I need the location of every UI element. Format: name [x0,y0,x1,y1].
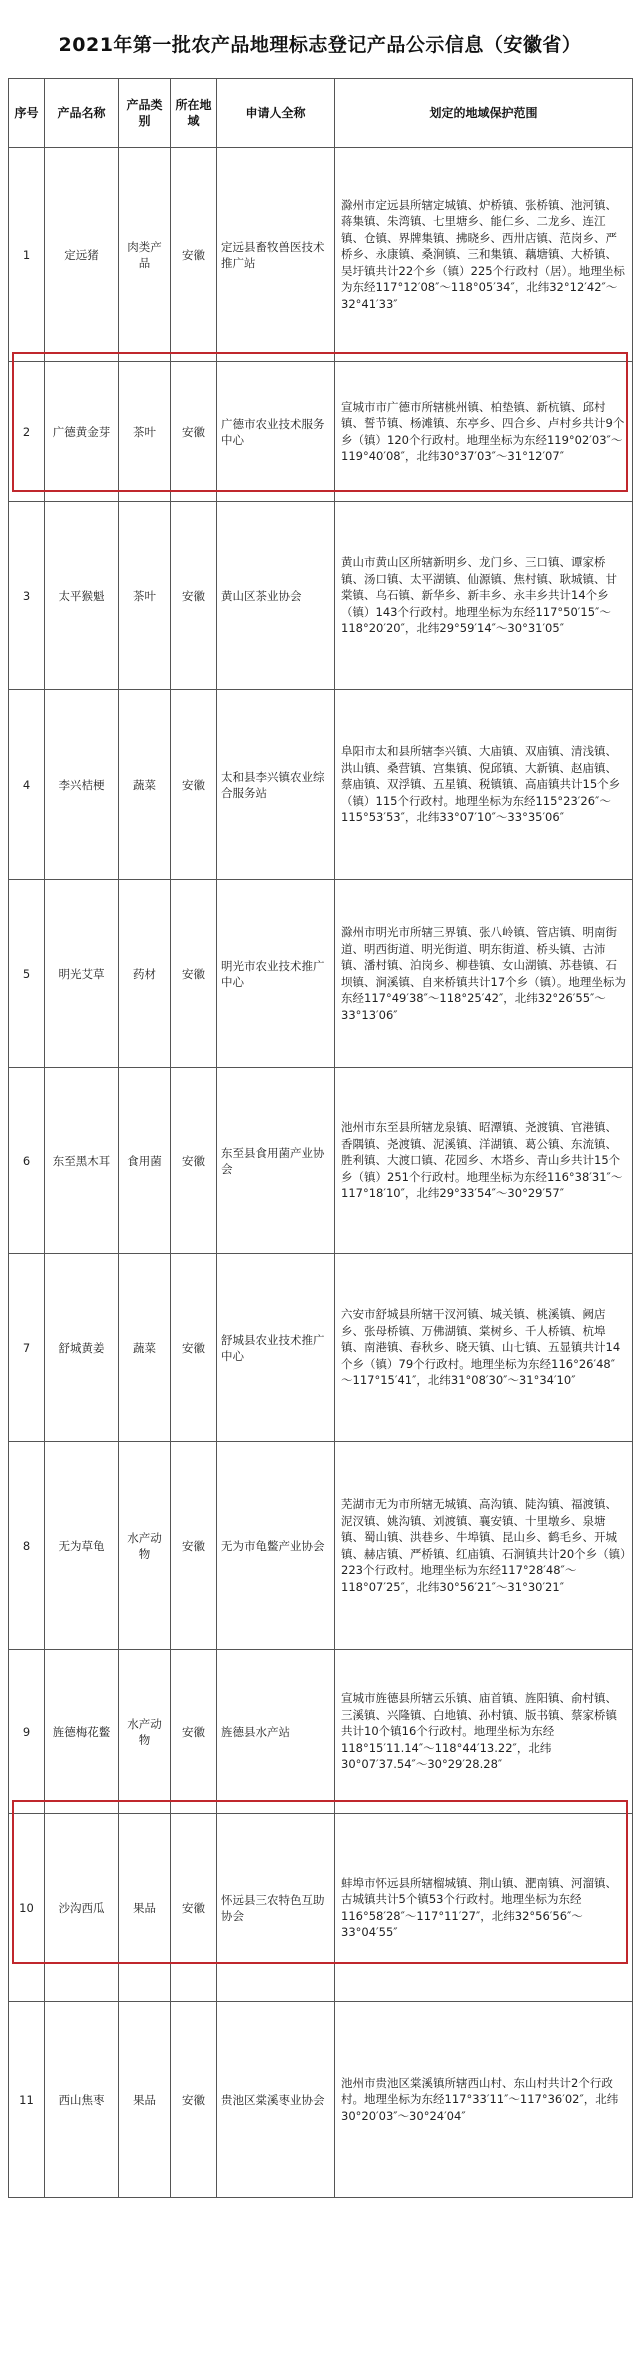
cell-applicant: 太和县李兴镇农业综合服务站 [217,690,335,880]
cell-scope: 黄山市黄山区所辖新明乡、龙门乡、三口镇、谭家桥镇、汤口镇、太平湖镇、仙源镇、焦村镇、耿城镇、甘棠镇、乌石镇、新华乡、新丰乡、永丰乡共计14个乡（镇）143个行政村。地理坐标为东经117°50′15″～118°20′20″，北纬29°59′14″～30°31′05″ [335,502,633,690]
cell-name: 定远猪 [45,148,119,362]
cell-scope: 蚌埠市怀远县所辖榴城镇、荆山镇、淝南镇、河溜镇、古城镇共计5个镇53个行政村。地理坐标为东经116°58′28″～117°11′27″，北纬32°56′56″～33°04′55″ [335,1814,633,2002]
cell-category: 肉类产品 [119,148,171,362]
cell-region: 安徽 [171,1814,217,2002]
table-row [9,690,633,880]
cell-applicant: 怀远县三农特色互助协会 [217,1814,335,2002]
cell-name: 太平猴魁 [45,502,119,690]
cell-no: 7 [9,1254,45,1442]
cell-applicant: 黄山区茶业协会 [217,502,335,690]
cell-no: 9 [9,1650,45,1814]
table-row [9,2002,633,2198]
cell-category: 药材 [119,880,171,1068]
page-title: 2021年第一批农产品地理标志登记产品公示信息（安徽省） [58,34,582,56]
registration-table [8,78,633,2198]
table-row [9,148,633,362]
table-row [9,1068,633,1254]
cell-no: 11 [9,2002,45,2198]
cell-applicant: 舒城县农业技术推广中心 [217,1254,335,1442]
header-name: 产品名称 [45,79,119,148]
cell-category: 食用菌 [119,1068,171,1254]
cell-name: 东至黑木耳 [45,1068,119,1254]
cell-region: 安徽 [171,690,217,880]
cell-region: 安徽 [171,362,217,502]
cell-scope: 池州市东至县所辖龙泉镇、昭潭镇、尧渡镇、官港镇、香隅镇、尧渡镇、泥溪镇、洋湖镇、葛公镇、东流镇、胜利镇、大渡口镇、花园乡、木塔乡、青山乡共计15个乡（镇）251个行政村。地理坐标为东经116°38′31″～117°18′10″，北纬29°33′54″～30°29′57″ [335,1068,633,1254]
cell-name: 李兴桔梗 [45,690,119,880]
cell-region: 安徽 [171,880,217,1068]
cell-name: 明光艾草 [45,880,119,1068]
table-row [9,1442,633,1650]
table-row [9,502,633,690]
cell-applicant: 明光市农业技术推广中心 [217,880,335,1068]
cell-scope: 阜阳市太和县所辖李兴镇、大庙镇、双庙镇、清浅镇、洪山镇、桑营镇、宫集镇、倪邱镇、大新镇、赵庙镇、蔡庙镇、双浮镇、五星镇、税镇镇、高庙镇共计15个乡（镇）115个行政村。地理坐标为东经115°23′26″～115°53′53″，北纬33°07′10″～33°35′06″ [335,690,633,880]
cell-scope: 六安市舒城县所辖干汊河镇、城关镇、桃溪镇、阙店乡、张母桥镇、万佛湖镇、棠树乡、千人桥镇、杭埠镇、南港镇、春秋乡、晓天镇、山七镇、五显镇共计14个乡（镇）79个行政村。地理坐标为东经116°26′48″～117°15′41″，北纬31°08′30″～31°34′10″ [335,1254,633,1442]
cell-no: 2 [9,362,45,502]
table-row [9,362,633,502]
cell-scope: 池州市贵池区棠溪镇所辖西山村、东山村共计2个行政村。地理坐标为东经117°33′11″～117°36′02″，北纬30°20′03″～30°24′04″ [335,2002,633,2198]
cell-scope: 芜湖市无为市所辖无城镇、高沟镇、陡沟镇、福渡镇、泥汊镇、姚沟镇、刘渡镇、襄安镇、十里墩乡、泉塘镇、蜀山镇、洪巷乡、牛埠镇、昆山乡、鹤毛乡、开城镇、赫店镇、严桥镇、红庙镇、石涧镇共计20个乡（镇）223个行政村。地理坐标为东经117°28′48″～118°07′25″，北纬30°56′21″～31°30′21″ [335,1442,633,1650]
cell-category: 果品 [119,2002,171,2198]
header-applicant: 申请人全称 [217,79,335,148]
cell-applicant: 旌德县水产站 [217,1650,335,1814]
table-row [9,880,633,1068]
cell-scope: 滁州市明光市所辖三界镇、张八岭镇、管店镇、明南街道、明西街道、明光街道、明东街道、桥头镇、古沛镇、潘村镇、泊岗乡、柳巷镇、女山湖镇、苏巷镇、石坝镇、涧溪镇、自来桥镇共计17个乡（镇）。地理坐标为东经117°49′38″～118°25′42″，北纬32°26′55″～33°13′06″ [335,880,633,1068]
cell-scope: 宣城市旌德县所辖云乐镇、庙首镇、旌阳镇、俞村镇、三溪镇、兴隆镇、白地镇、孙村镇、版书镇、蔡家桥镇共计10个镇16个行政村。地理坐标为东经118°15′11.14″～118°44′13.22″，北纬30°07′37.54″～30°29′28.28″ [335,1650,633,1814]
cell-applicant: 定远县畜牧兽医技术推广站 [217,148,335,362]
cell-category: 蔬菜 [119,1254,171,1442]
cell-name: 沙沟西瓜 [45,1814,119,2002]
cell-category: 水产动物 [119,1442,171,1650]
cell-no: 1 [9,148,45,362]
cell-name: 旌德梅花鳖 [45,1650,119,1814]
cell-category: 果品 [119,1814,171,2002]
cell-name: 广德黄金芽 [45,362,119,502]
cell-no: 3 [9,502,45,690]
cell-name: 西山焦枣 [45,2002,119,2198]
cell-region: 安徽 [171,502,217,690]
cell-no: 8 [9,1442,45,1650]
header-scope: 划定的地域保护范围 [335,79,633,148]
cell-applicant: 贵池区棠溪枣业协会 [217,2002,335,2198]
table-row [9,1814,633,2002]
cell-region: 安徽 [171,148,217,362]
cell-category: 茶叶 [119,362,171,502]
cell-scope: 滁州市定远县所辖定城镇、炉桥镇、张桥镇、池河镇、蒋集镇、朱湾镇、七里塘乡、能仁乡、二龙乡、连江镇、仓镇、界牌集镇、拂晓乡、西卅店镇、范岗乡、严桥乡、永康镇、桑涧镇、三和集镇、藕塘镇、大桥镇、吴圩镇共计22个乡（镇）225个行政村（居）。地理坐标为东经117°12′08″～118°05′34″，北纬32°12′42″～32°41′33″ [335,148,633,362]
header-no: 序号 [9,79,45,148]
cell-category: 水产动物 [119,1650,171,1814]
cell-applicant: 无为市龟鳖产业协会 [217,1442,335,1650]
cell-applicant: 广德市农业技术服务中心 [217,362,335,502]
cell-scope: 宣城市市广德市所辖桃州镇、柏垫镇、新杭镇、邱村镇、誓节镇、杨滩镇、东亭乡、四合乡、卢村乡共计9个乡（镇）120个行政村。地理坐标为东经119°02′03″～119°40′08″，北纬30°37′03″～31°12′07″ [335,362,633,502]
table-row [9,1254,633,1442]
cell-category: 茶叶 [119,502,171,690]
cell-name: 无为草龟 [45,1442,119,1650]
table-header-row [9,79,633,148]
cell-no: 5 [9,880,45,1068]
header-category: 产品类别 [119,79,171,148]
cell-region: 安徽 [171,1650,217,1814]
cell-no: 4 [9,690,45,880]
cell-region: 安徽 [171,1254,217,1442]
cell-name: 舒城黄姜 [45,1254,119,1442]
cell-region: 安徽 [171,1068,217,1254]
cell-region: 安徽 [171,1442,217,1650]
table-row [9,1650,633,1814]
cell-category: 蔬菜 [119,690,171,880]
cell-no: 10 [9,1814,45,2002]
cell-no: 6 [9,1068,45,1254]
header-region: 所在地域 [171,79,217,148]
cell-applicant: 东至县食用菌产业协会 [217,1068,335,1254]
cell-region: 安徽 [171,2002,217,2198]
